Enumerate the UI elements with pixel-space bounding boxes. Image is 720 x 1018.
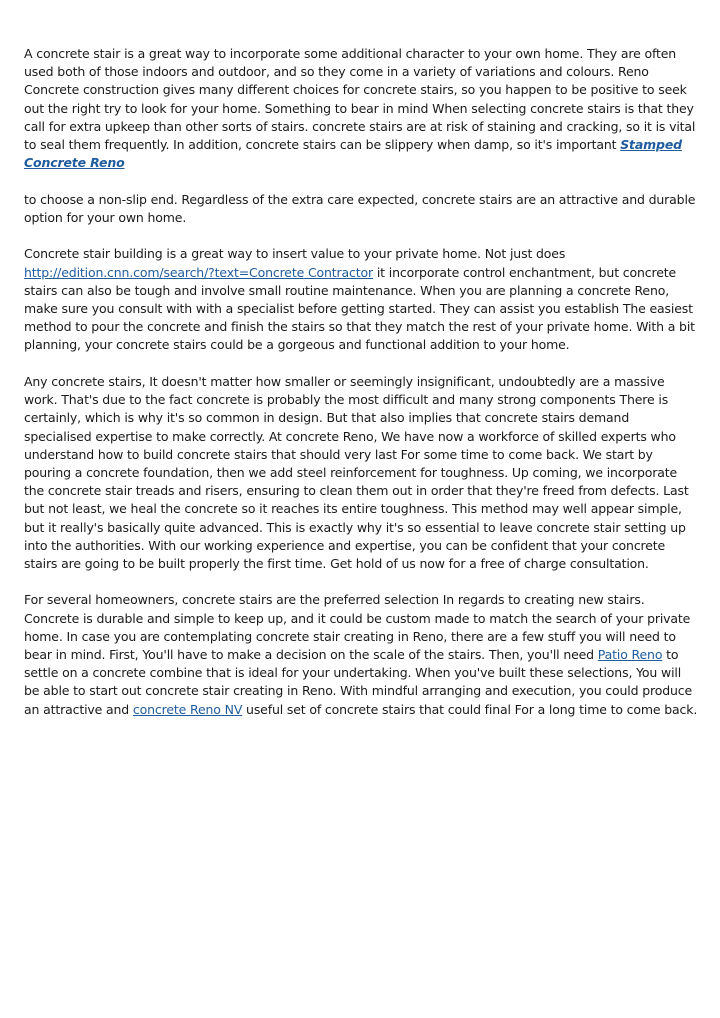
paragraph-2-text: to choose a non-slip end. Regardless of the extra care expected, concrete stairs are an attractive and durable option for your own home. <box>24 191 696 225</box>
paragraph-3-text-b: it incorporate control enchantment, but concrete stairs can also be tough and involve small routine maintenance. When you are planning a concrete Reno, make sure you consult with with a specialist before getting started. They can assist you establish The easiest method to pour the concrete and finish the stairs so that they match the rest of your private home. With a bit planning, your concrete stairs could be a gorgeous and functional addition to your home. <box>24 264 695 353</box>
paragraph-5-text-c: useful set of concrete stairs that could final For a long time to come back. <box>242 701 698 717</box>
paragraph-4-text: Any concrete stairs, It doesn't matter how smaller or seemingly insignificant, undoubtedly are a massive work. That's due to the fact concrete is probably the most difficult and many strong components There is certainly, which is why it's so common in design. But that also implies that concrete stairs demand specialised expertise to make correctly. At concrete Reno, We have now a workforce of skilled experts who understand how to build concrete stairs that should very last For some time to come back. We start by pouring a concrete foundation, then we add steel reinforcement for toughness. Up coming, we incorporate the concrete stair treads and risers, ensuring to clean them out in order that they're freed from defects. Last but not least, we heal the concrete so it reaches its entire toughness. This method may well appear simple, but it really's basically quite advanced. This is exactly why it's so essential to leave concrete stair setting up into the authorities. With our working experience and expertise, you can be confident that your concrete stairs are going to be built properly the first time. Get hold of us now for a free of charge consultation. <box>24 373 689 571</box>
paragraph-1-text: A concrete stair is a great way to incorporate some additional character to your own home. They are often used both of those indoors and outdoor, and so they come in a variety of variations and colours. Reno Concrete construction gives many different choices for concrete stairs, so you happen to be positive to seek out the right try to look for your home. Something to bear in mind When selecting concrete stairs is that they call for extra upkeep than other sorts of stairs. concrete stairs are at risk of staining and cracking, so it is vital to seal them frequently. In addition, concrete stairs can be slippery when damp, so it's important <box>24 46 696 153</box>
paragraph-3 <box>24 245 698 354</box>
cnn-search-link[interactable]: http://edition.cnn.com/search/?text=Concrete Contractor <box>24 264 374 280</box>
paragraph-5-text-a: For several homeowners, concrete stairs are the preferred selection In regards to creating new stairs. Concrete is durable and simple to keep up, and it could be custom made to match the search of your private home. In case you are contemplating concrete stair creating in Reno, there are a few stuff you will need to bear in mind. First, You'll have to make a decision on the scale of the stairs. Then, you'll need <box>24 592 691 663</box>
stamped-concrete-reno-link[interactable]: Stamped Concrete Reno <box>24 137 682 171</box>
paragraph-4 <box>24 373 698 573</box>
paragraph-3-text-a: Concrete stair building is a great way to insert value to your private home. Not just does <box>24 246 566 262</box>
document-body <box>24 45 698 737</box>
paragraph-5 <box>24 591 698 718</box>
paragraph-5-text-b: to settle on a concrete combine that is ideal for your undertaking. When you've built these selections, You will be able to start out concrete stair creating in Reno. With mindful arranging and execution, you could produce an attractive and <box>24 647 693 717</box>
paragraph-2 <box>24 191 698 227</box>
patio-reno-link[interactable]: Patio Reno <box>597 647 663 663</box>
concrete-reno-nv-link[interactable]: concrete Reno NV <box>132 701 243 717</box>
paragraph-1 <box>24 45 698 172</box>
